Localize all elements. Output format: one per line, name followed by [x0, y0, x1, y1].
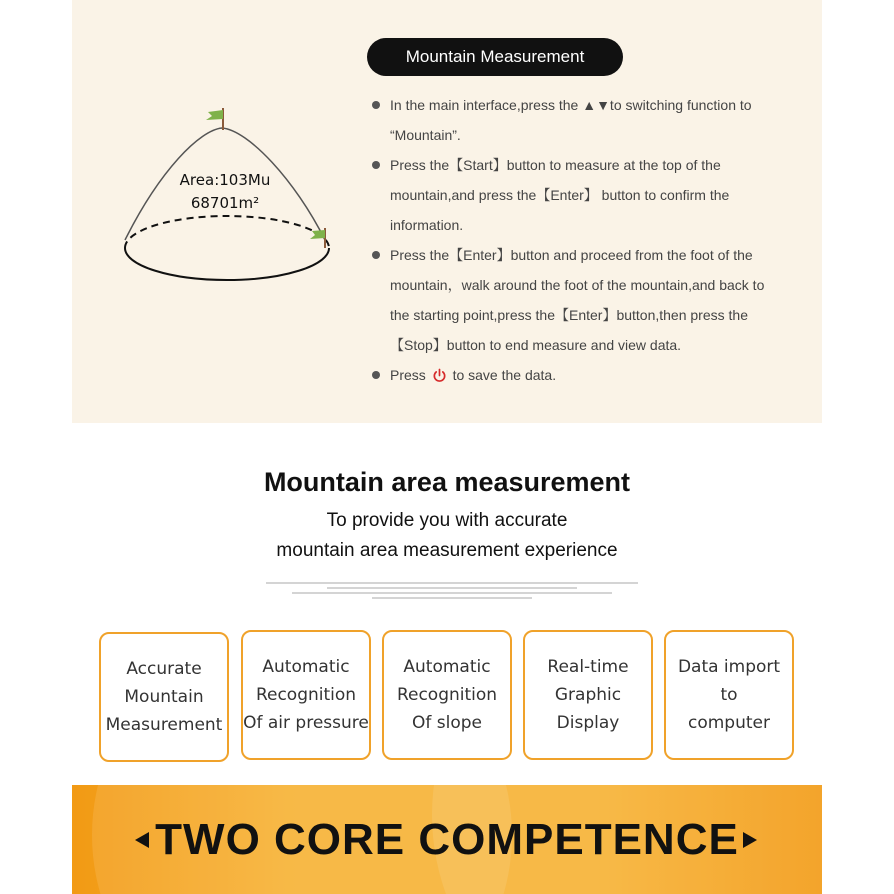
- core-competence-banner: [72, 785, 822, 894]
- instruction-list: [372, 90, 772, 390]
- power-icon: [432, 368, 447, 383]
- instruction-item: Press the【Start】button to measure at the top of the mountain,and press the【Enter】 button to confirm the information.: [372, 150, 772, 240]
- instruction-item: Press the【Enter】button and proceed from the foot of the mountain，walk around the foot of the mountain,and back to the starting point,press the【Enter】button,then press the【Stop】button to end measure and view data.: [372, 240, 772, 360]
- mountain-area-label: Area:103Mu: [179, 171, 271, 189]
- banner-title: TWO CORE COMPETENCE: [155, 815, 739, 864]
- base-flag-icon: [310, 228, 325, 248]
- mode-title-pill: [367, 38, 623, 76]
- arrow-right-icon: [743, 832, 757, 848]
- summit-flag-icon: [206, 108, 223, 130]
- feature-card: Automatic Recognition Of slope: [382, 630, 512, 760]
- mode-title: Mountain Measurement: [405, 47, 585, 66]
- mountain-area-m2: 68701m²: [190, 194, 260, 212]
- decorative-fine-text: [266, 582, 638, 606]
- mountain-illustration: [120, 100, 340, 290]
- feature-card: Data import to computer: [664, 630, 794, 760]
- instruction-item: Press to save the data.: [372, 360, 772, 390]
- instruction-item: In the main interface,press the ▲▼to switching function to “Mountain”.: [372, 90, 772, 150]
- feature-card: Accurate Mountain Measurement: [99, 632, 229, 762]
- feature-cards: [99, 630, 799, 760]
- instruction-panel: [72, 0, 822, 423]
- feature-card: Real-time Graphic Display: [523, 630, 653, 760]
- section-title: Mountain area measurement: [263, 467, 631, 497]
- feature-card: Automatic Recognition Of air pressure: [241, 630, 371, 760]
- section-subtitle: To provide you with accurate mountain area measurement experience: [276, 510, 618, 561]
